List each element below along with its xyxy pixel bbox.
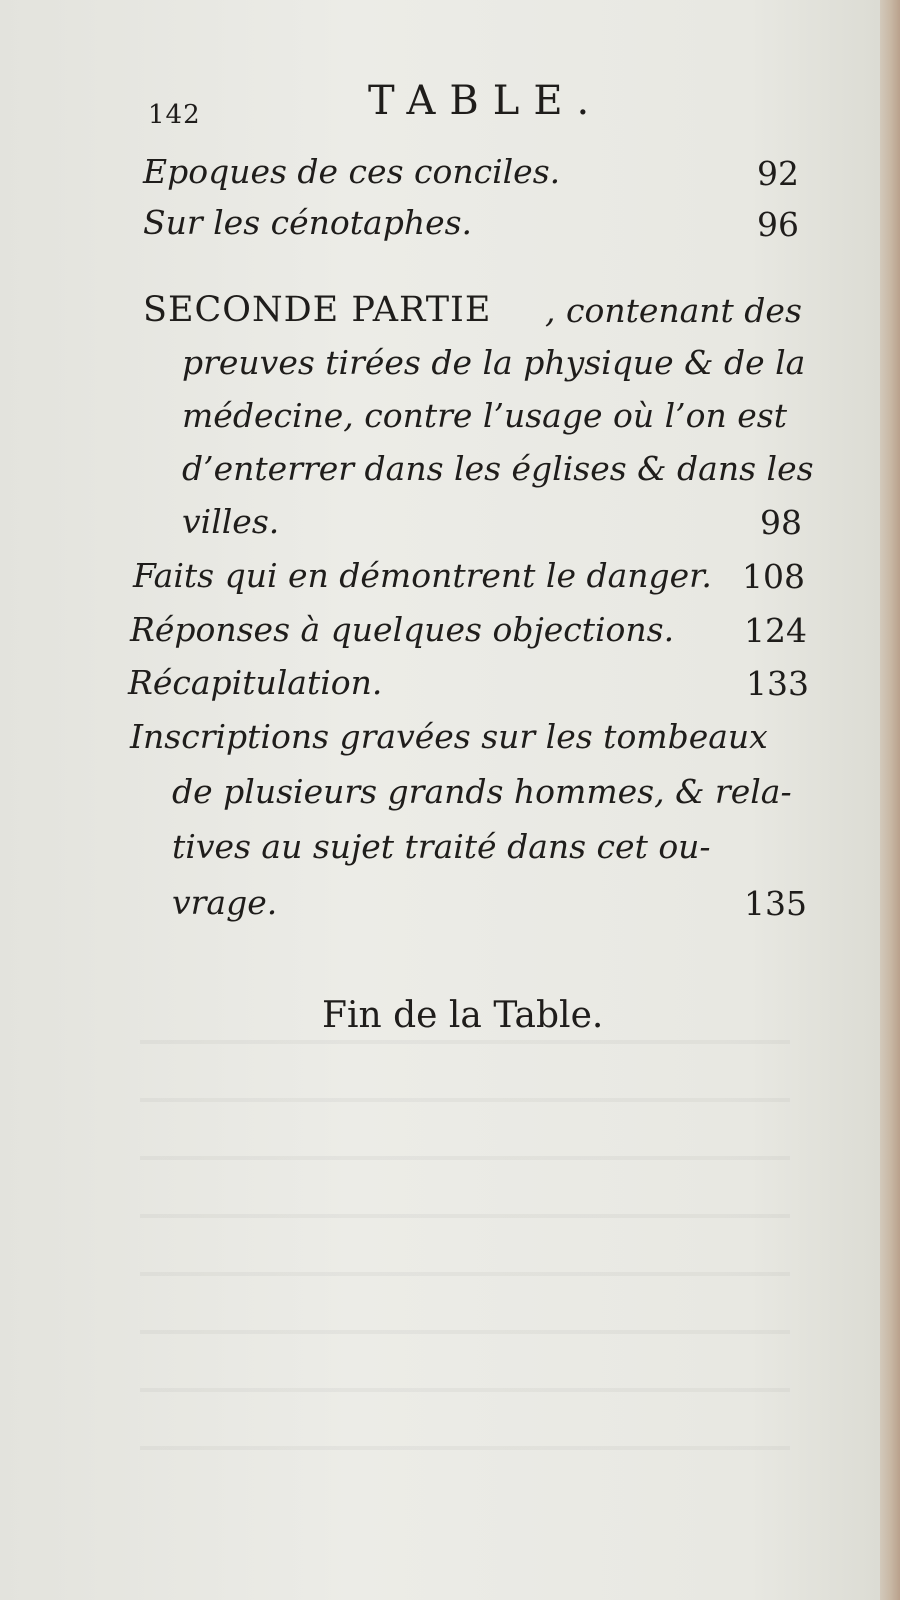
toc-entry-text: médecine, contre l’usage où l’on est: [182, 396, 787, 435]
toc-entry-title: Faits qui en démontrent le danger.: [133, 556, 712, 595]
toc-entry-title: Sur les cénotaphes.: [143, 203, 473, 242]
section-heading: SECONDE PARTIE: [143, 290, 492, 330]
toc-entry-text: preuves tirées de la physique & de la: [182, 343, 806, 382]
toc-entry-title: Récapitulation.: [128, 663, 383, 702]
toc-entry-title: Epoques de ces conciles.: [143, 152, 561, 191]
book-edge: [880, 0, 900, 1600]
running-title: TABLE.: [368, 78, 604, 124]
toc-entry-page: 135: [744, 884, 807, 923]
toc-entry-page: 92: [757, 154, 799, 193]
toc-entry-text: , contenant des: [545, 291, 802, 330]
page-header: [148, 78, 808, 128]
show-through: [140, 1040, 790, 1460]
toc-entry-page: 98: [760, 503, 802, 542]
toc-entry-page: 124: [744, 611, 807, 650]
toc-entry-page: 108: [742, 557, 805, 596]
toc-entry-text: Inscriptions gravées sur les tombeaux: [130, 717, 768, 756]
toc-entry-text: tives au sujet traité dans cet ou-: [172, 827, 711, 866]
toc-entry-text: de plusieurs grands hommes, & rela-: [172, 772, 792, 811]
toc-entry-page: 133: [746, 664, 809, 703]
page-number: 142: [148, 100, 201, 130]
toc-entry-text: vrage.: [172, 883, 278, 922]
toc-entry-text: d’enterrer dans les églises & dans les: [182, 449, 814, 488]
toc-entry-text: villes.: [182, 502, 280, 541]
toc-entry-title: Réponses à quelques objections.: [130, 610, 675, 649]
toc-entry-page: 96: [757, 205, 799, 244]
end-of-table: Fin de la Table.: [322, 995, 604, 1036]
